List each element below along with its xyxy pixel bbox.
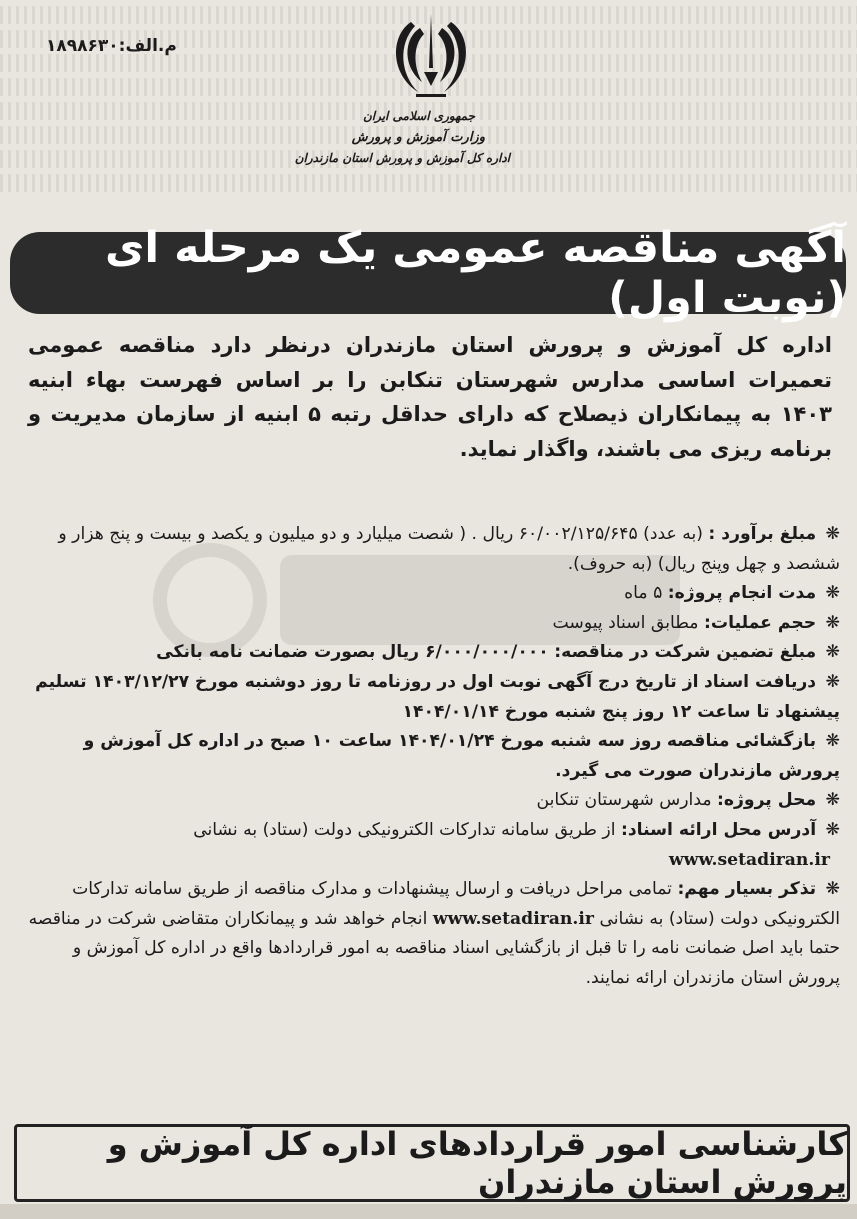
detail-label: مدت انجام پروژه: — [667, 583, 817, 604]
detail-value: از تاریخ درج آگهی نوبت اول در روزنامه تا روز دوشنبه مورخ ۱۴۰۳/۱۲/۲۷ تسلیم پیشنهاد تا ساعت ۱۲ روز پنج شنبه مورخ ۱۴۰۴/۰۱/۱۴ — [35, 671, 840, 722]
detail-guarantee — [18, 638, 840, 668]
detail-label: مبلغ تضمین شرکت در مناقصه: — [554, 642, 817, 663]
tender-details-list — [18, 520, 840, 994]
detail-label: دریافت اسناد — [703, 671, 817, 692]
detail-value: (به عدد) ۶۰/۰۰۲/۱۲۵/۶۴۵ ریال . ( شصت میلیارد و دو میلیون و یکصد و بیست و پنج هزار و ششصد و چهل وپنج ریال) (به حروف). — [58, 524, 840, 574]
setadiran-link[interactable]: www.setadiran.ir — [432, 908, 594, 929]
detail-value: مدارس شهرستان تنکابن — [536, 790, 712, 811]
detail-label: تذکر بسیار مهم: — [677, 879, 817, 900]
detail-value: ۶/۰۰۰/۰۰۰/۰۰۰ ریال بصورت ضمانت نامه بانکی — [156, 642, 549, 663]
footer-issuer: کارشناسی امور قراردادهای اداره کل آموزش و پرورش استان مازندران — [107, 1125, 847, 1201]
detail-duration — [18, 579, 840, 609]
header-line-directorate: اداره کل آموزش و پرورش استان مازندران — [294, 151, 510, 165]
bullet-icon: ❋ — [825, 524, 840, 544]
detail-value: ۵ ماه — [624, 583, 663, 604]
detail-important-note — [18, 875, 840, 993]
detail-label: محل پروژه: — [717, 790, 817, 811]
title-banner — [10, 223, 846, 323]
reference-number: م.الف:۱۸۹۸۶۳۰ — [46, 36, 177, 56]
detail-value: از طریق سامانه تدارکات الکترونیکی دولت (ستاد) به نشانی — [193, 819, 616, 840]
detail-value: انجام خواهد شد و پیمانکاران متقاضی شرکت در مناقصه حتما باید اصل ضمانت نامه را تا قبل از بازگشایی اسناد مناقصه به امور قراردادها واقع در اداره کل آموزش و پرورش استان مازندران ارائه نمایند. — [28, 908, 840, 988]
detail-label: آدرس محل ارائه اسناد: — [620, 819, 817, 840]
bullet-icon: ❋ — [825, 612, 840, 633]
detail-document-receipt — [18, 668, 840, 727]
detail-label: مبلغ برآورد : — [708, 524, 817, 544]
detail-label: حجم عملیات: — [703, 612, 817, 633]
detail-location — [18, 786, 840, 816]
bullet-icon: ❋ — [825, 583, 840, 604]
detail-opening — [18, 727, 840, 786]
bullet-icon: ❋ — [825, 642, 840, 663]
detail-scope — [18, 609, 840, 639]
intro-paragraph: اداره کل آموزش و پرورش استان مازندران درنظر دارد مناقصه عمومی تعمیرات اساسی مدارس شهرستان تنکابن را بر اساس فهرست بهاء ابنیه ۱۴۰۳ به پیمانکاران ذیصلاح که دارای حداقل رتبه ۵ ابنیه از سازمان مدیریت و برنامه ریزی می باشند، واگذار نماید. — [28, 333, 833, 461]
bullet-icon: ❋ — [825, 671, 840, 692]
detail-estimate — [18, 520, 840, 579]
detail-value: روز سه شنبه مورخ ۱۴۰۴/۰۱/۲۴ ساعت ۱۰ صبح در اداره کل آموزش و پرورش مازندران صورت می گیرد. — [83, 731, 840, 781]
setadiran-link[interactable]: www.setadiran.ir — [668, 849, 830, 870]
notice-title: آگهی مناقصه عمومی یک مرحله ای (نوبت اول) — [104, 223, 846, 323]
bullet-icon: ❋ — [825, 790, 840, 811]
detail-value: مطابق اسناد پیوست — [552, 612, 699, 633]
ministry-header — [250, 106, 510, 169]
paper-edge — [0, 1204, 857, 1219]
detail-value: تمامی مراحل دریافت و ارسال پیشنهادات و مدارک مناقصه از طریق سامانه تدارکات الکترونیکی دولت (ستاد) به نشانی — [72, 879, 840, 929]
detail-label: بازگشائی مناقصه — [666, 731, 817, 752]
bullet-icon: ❋ — [825, 879, 840, 900]
detail-submission-address — [18, 816, 840, 846]
detail-submission-url-line — [18, 846, 840, 876]
bullet-icon: ❋ — [825, 819, 840, 840]
footer-banner — [14, 1124, 850, 1202]
bullet-icon: ❋ — [825, 731, 840, 752]
header-line-republic: جمهوری اسلامی ایران — [362, 109, 475, 123]
header-line-ministry: وزارت آموزش و پرورش — [351, 130, 485, 145]
iran-emblem-icon — [386, 8, 476, 103]
